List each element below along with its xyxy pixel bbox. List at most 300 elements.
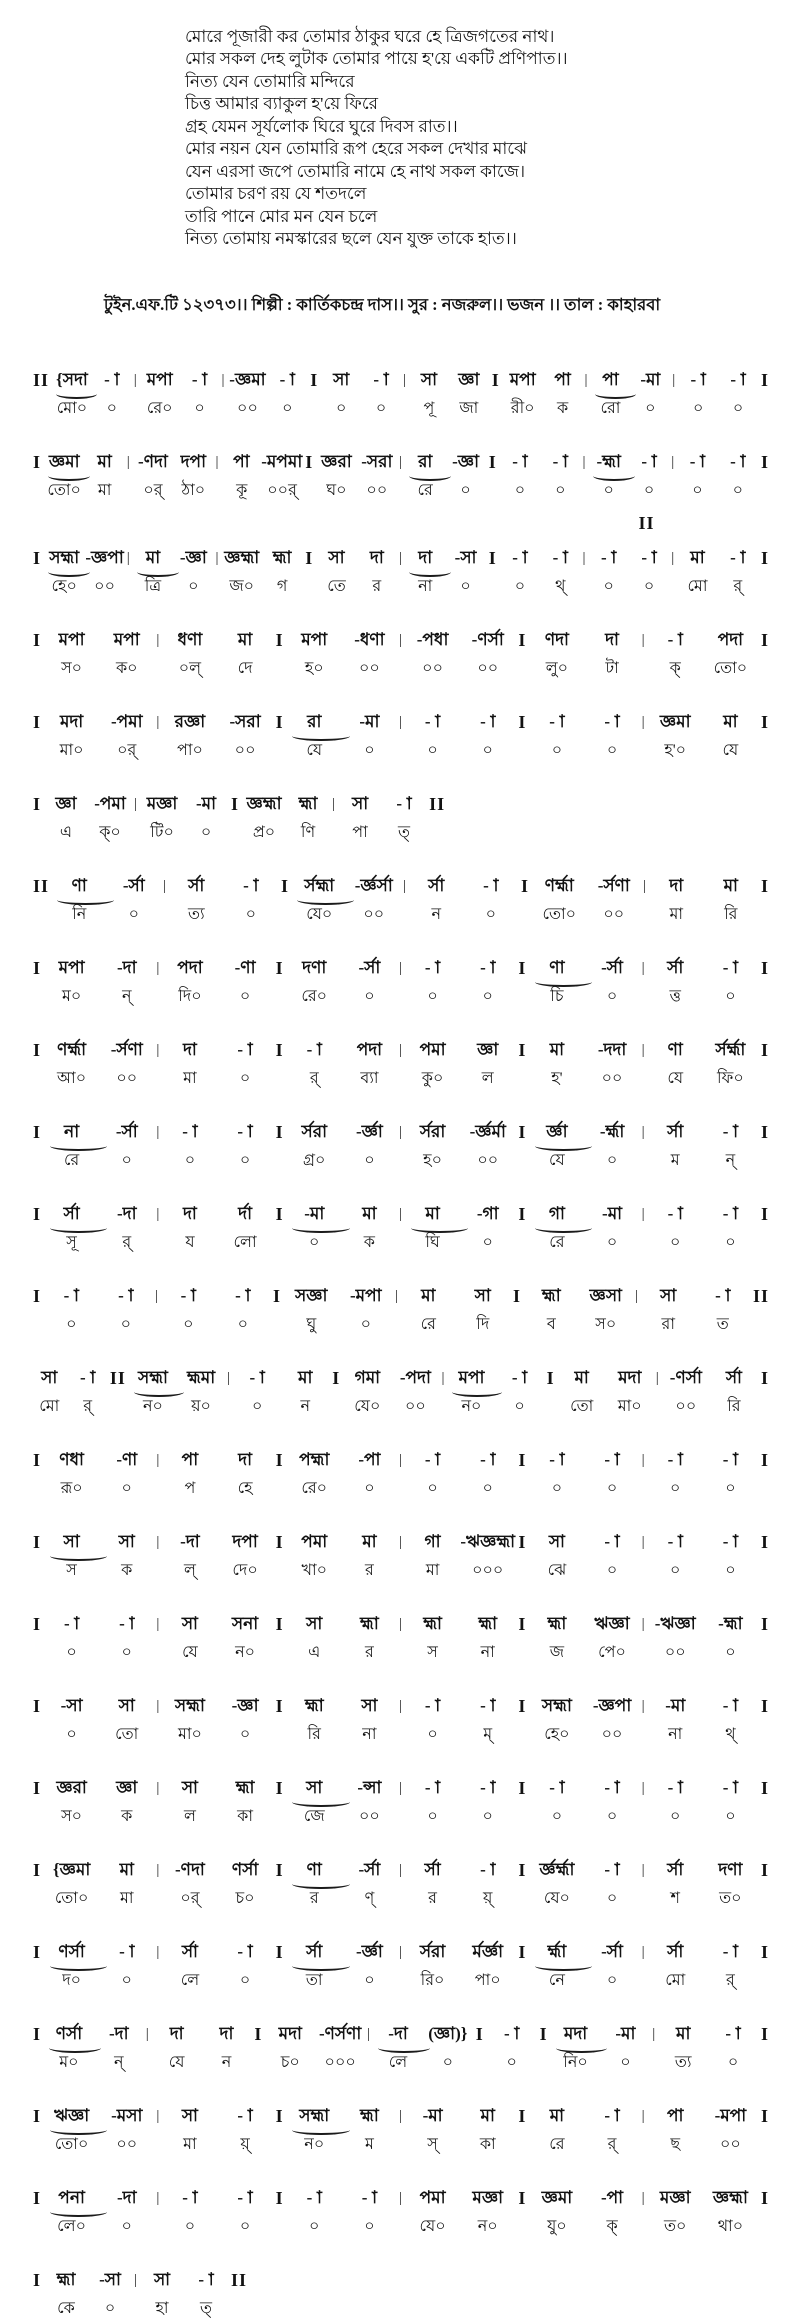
lyric-token: ০ <box>645 400 656 418</box>
note-cell <box>648 629 758 679</box>
note-token: মা <box>676 2024 691 2044</box>
bar-line: | <box>652 2026 657 2043</box>
note-token: - া <box>667 1204 683 1224</box>
note-token: -জ্ঞমা <box>229 370 266 390</box>
note-cell <box>662 1367 758 1417</box>
bar-line: I <box>760 1368 769 1389</box>
note-cell <box>44 1613 154 1663</box>
lyric-token: থ্ <box>555 578 566 596</box>
lyric-token: ন০ <box>477 2218 498 2236</box>
bar-line: I <box>275 2188 284 2209</box>
note-cell <box>140 2269 228 2319</box>
lyric-row <box>44 2053 144 2073</box>
note-token: - া <box>511 1368 528 1388</box>
lyric-token: র <box>309 1890 319 1908</box>
note-cell <box>44 711 154 761</box>
lyric-row <box>405 1971 515 1991</box>
note-cell <box>265 2023 365 2073</box>
note-row <box>30 1367 107 1389</box>
slur-arc <box>409 471 451 481</box>
lyric-token: ০ <box>251 1398 263 1416</box>
lyric-row <box>529 659 639 679</box>
bar-line: | <box>398 1534 403 1551</box>
lyric-token: র <box>365 1644 374 1662</box>
note-row <box>409 369 489 391</box>
lyric-row <box>287 2217 397 2237</box>
lyric-row <box>161 1315 270 1335</box>
bar-line: | <box>156 1534 161 1551</box>
lyric-token: ০ <box>693 400 704 418</box>
note-token: ণা <box>71 876 87 896</box>
lyric-token: ০ <box>120 1316 131 1334</box>
lyric-token: ০ <box>442 2054 454 2072</box>
note-row <box>662 1367 758 1389</box>
lyric-token: টি০ <box>150 824 174 842</box>
note-cell <box>52 369 132 419</box>
note-token: র্সা <box>63 1204 80 1224</box>
lyric-token: ০০ <box>719 2136 741 2154</box>
lyric-row <box>405 481 486 501</box>
notation-line <box>30 2269 772 2319</box>
lyric-token: জা <box>459 400 479 418</box>
lyric-row <box>405 1479 515 1499</box>
note-token: গা <box>548 1204 565 1224</box>
note-token: র্সা <box>725 1368 742 1388</box>
notation-line <box>30 369 772 419</box>
note-row <box>133 451 214 473</box>
note-row <box>589 547 670 569</box>
lyric-token: ০ <box>514 578 526 596</box>
note-token: র্দা <box>238 1204 253 1224</box>
note-cell <box>44 2105 154 2155</box>
lyric-row <box>287 1643 397 1663</box>
note-token: - া <box>667 1778 683 1798</box>
note-token: - া <box>604 1778 620 1798</box>
note-row <box>316 451 397 473</box>
lyric-row <box>405 2135 515 2155</box>
note-token: - া <box>237 1942 253 1962</box>
lyric-row <box>648 1479 758 1499</box>
lyric-token: ন্ <box>114 2054 124 2072</box>
lyric-row <box>405 987 515 1007</box>
bar-line: I <box>33 1122 42 1143</box>
lyric-row <box>648 1807 758 1827</box>
note-token: র্সরা <box>301 1122 327 1142</box>
note-token: না <box>64 1122 80 1142</box>
note-token: -র্সা <box>358 958 381 978</box>
note-token: - া <box>549 1778 565 1798</box>
note-cell <box>44 547 125 597</box>
lyric-token: ০০ <box>477 1152 499 1170</box>
note-token: দা <box>238 1450 253 1470</box>
bar-line: | <box>156 960 161 977</box>
lyric-row <box>162 1561 272 1581</box>
lyric-token: রো <box>600 400 621 418</box>
note-cell <box>405 1777 515 1827</box>
note-cell <box>589 451 670 501</box>
lyric-row <box>677 577 758 597</box>
note-cell <box>338 793 426 843</box>
lyric-token: তো০ <box>47 482 81 500</box>
lyric-row <box>405 1069 515 1089</box>
lyric-row <box>162 659 272 679</box>
note-token: - া <box>604 1532 620 1552</box>
note-token: - া <box>730 452 746 472</box>
note-token: - া <box>424 1778 441 1798</box>
note-cell <box>405 1695 515 1745</box>
lyric-token: হে০ <box>544 1726 570 1744</box>
note-token: - া <box>198 2270 214 2290</box>
note-token: সা <box>306 1614 323 1634</box>
note-token: -সা <box>454 548 477 568</box>
note-token: মপা <box>113 630 140 650</box>
lyric-row <box>44 659 154 679</box>
note-cell <box>287 1859 397 1909</box>
lyric-row <box>529 1643 639 1663</box>
lyric-token: ত্ত <box>669 988 681 1006</box>
note-token: সা <box>118 1696 135 1716</box>
note-token: র্সা <box>667 958 684 978</box>
lyric-token: না <box>668 1726 683 1744</box>
lyric-row <box>529 1561 639 1581</box>
note-cell <box>287 1449 397 1499</box>
bar-line: | <box>584 372 589 389</box>
bar-line: | <box>399 454 404 471</box>
note-cell <box>287 1531 397 1581</box>
bar-line: | <box>156 1698 161 1715</box>
lyric-row <box>409 399 489 419</box>
note-token: মা <box>298 1368 313 1388</box>
note-row <box>529 1777 639 1799</box>
note-row <box>500 451 581 473</box>
bar-line: | <box>155 1288 160 1305</box>
note-token: - া <box>730 548 746 568</box>
bar-line: | <box>156 1862 161 1879</box>
note-token: -ণা <box>116 1450 138 1470</box>
note-token: - া <box>715 1286 731 1306</box>
lyric-token: না <box>362 1726 377 1744</box>
note-cell <box>162 2105 272 2155</box>
note-row <box>648 1121 758 1143</box>
note-token: - া <box>396 794 412 814</box>
lyric-token: মা <box>97 482 112 500</box>
note-token: - া <box>235 1286 251 1306</box>
bar-line: | <box>398 632 403 649</box>
bar-line: | <box>156 1944 161 1961</box>
note-token: সা <box>118 1532 135 1552</box>
note-row <box>405 2105 515 2127</box>
lyric-token: মা০ <box>177 1726 202 1744</box>
note-token: পমা <box>301 1532 328 1552</box>
note-row <box>648 2187 758 2209</box>
lyric-row <box>524 1315 633 1335</box>
notation-line <box>30 793 772 843</box>
lyric-row <box>287 1889 397 1909</box>
notation-line <box>30 451 772 501</box>
note-row <box>648 1613 758 1635</box>
lyric-token: তো <box>570 1398 594 1416</box>
note-token: সা <box>474 1286 491 1306</box>
lyric-row <box>648 659 758 679</box>
note-cell <box>44 1859 154 1909</box>
note-row <box>648 1777 758 1799</box>
lyric-row <box>133 577 214 597</box>
lyric-token: পা <box>352 824 368 842</box>
note-token: মপা <box>58 958 85 978</box>
lyric-token: ০ <box>482 1234 493 1252</box>
note-token: র্সর্হ্মা <box>715 1040 746 1060</box>
note-cell <box>44 629 154 679</box>
lyric-row <box>591 399 671 419</box>
lyric-row <box>162 741 272 761</box>
note-cell <box>287 629 397 679</box>
note-row <box>292 875 401 897</box>
lyric-token: ০ <box>551 1480 563 1498</box>
lyric-token: ০র্ <box>143 482 163 500</box>
note-token: ণর্হ্মা <box>544 876 574 896</box>
slur-arc <box>595 389 636 399</box>
note-token: জ্ঞসা <box>589 1286 622 1306</box>
bar-line: I <box>760 2024 769 2045</box>
bar-line: | <box>403 878 408 895</box>
lyric-token: স <box>427 1644 438 1662</box>
lyric-token: যে <box>168 2054 185 2072</box>
bar-line: | <box>156 1124 161 1141</box>
note-token: হ্মা <box>360 1614 379 1634</box>
note-token: পদা <box>717 630 744 650</box>
lyric-token: ০০ <box>477 660 499 678</box>
note-cell <box>405 547 486 597</box>
note-token: {জ্ঞমা <box>52 1860 91 1880</box>
note-cell <box>162 711 272 761</box>
note-token: র্মর্জ্ঞা <box>472 1942 504 1962</box>
note-token: দপা <box>232 1532 258 1552</box>
note-token: -র্জ্ঞা <box>355 1122 383 1142</box>
note-token: দা <box>418 548 433 568</box>
note-row <box>169 875 278 897</box>
note-row <box>649 875 758 897</box>
note-token: মা <box>145 548 161 568</box>
bar-line: | <box>332 796 337 813</box>
note-cell <box>405 1531 515 1581</box>
note-token: মপা <box>146 370 173 390</box>
lyric-row <box>162 1233 272 1253</box>
note-row <box>52 369 132 391</box>
lyric-token: ০ <box>183 1316 194 1334</box>
note-token: র্সা <box>181 1942 198 1962</box>
lyric-row <box>44 2299 132 2319</box>
note-token: - া <box>182 1122 198 1142</box>
bar-line: | <box>134 796 139 813</box>
note-row <box>529 1941 639 1963</box>
lyric-token: টা <box>605 660 619 678</box>
note-row <box>284 1285 393 1307</box>
bar-line: I <box>760 1614 769 1635</box>
lyric-token: ০০ <box>422 660 443 678</box>
lyric-row <box>447 1397 543 1417</box>
bar-line: II <box>231 2270 248 2291</box>
note-token: - া <box>424 712 441 732</box>
note-row <box>140 369 220 391</box>
note-cell <box>447 1367 543 1417</box>
note-token: র্জ্ঞা <box>546 1122 568 1142</box>
lyric-token: রি০ <box>420 1972 445 1990</box>
lyric-token: দে০ <box>232 1562 258 1580</box>
note-row <box>228 369 308 391</box>
note-row <box>405 1777 515 1799</box>
lyric-row <box>44 2217 154 2237</box>
lyric-row <box>532 905 641 925</box>
lyric-token: ০ <box>66 1316 77 1334</box>
lyric-row <box>529 2217 639 2237</box>
bar-line: | <box>403 372 408 389</box>
note-token: ণর্সা <box>55 2024 83 2044</box>
lyric-row <box>287 1479 397 1499</box>
lyric-token: ০ <box>555 482 566 500</box>
lyric-row <box>405 1643 515 1663</box>
note-cell <box>287 1039 397 1089</box>
note-cell <box>373 2023 473 2073</box>
note-token: ণদা <box>544 630 569 650</box>
note-token: -ণা <box>234 958 256 978</box>
note-token: - া <box>549 1450 565 1470</box>
note-token: জ্ঞা <box>55 794 77 814</box>
lyric-token: মা <box>425 1562 440 1580</box>
lyric-token: রূ০ <box>60 1480 83 1498</box>
note-row <box>677 547 758 569</box>
lyric-row <box>44 577 125 597</box>
lyric-token: রি <box>727 1398 741 1416</box>
slur-arc <box>535 1223 592 1233</box>
bar-line: I <box>475 2024 484 2045</box>
lyric-token: রি <box>307 1726 321 1744</box>
lyric-token: রে০ <box>301 1480 328 1498</box>
note-token: - া <box>63 1614 80 1634</box>
note-token: - া <box>480 1450 496 1470</box>
note-token: - া <box>306 1040 322 1060</box>
bar-line: I <box>33 1860 42 1881</box>
note-token: দণা <box>302 958 327 978</box>
bar-line: I <box>275 630 284 651</box>
bar-line: | <box>641 1042 646 1059</box>
note-cell <box>162 1777 272 1827</box>
lyric-token: ব্যা <box>360 1070 379 1088</box>
lyric-token: ত্ <box>200 2300 213 2318</box>
note-cell <box>529 1203 639 1253</box>
lyric-token: ০ <box>237 1316 248 1334</box>
note-row <box>338 793 426 815</box>
note-token: পা <box>181 1450 199 1470</box>
note-token: ণর্সা <box>231 1860 259 1880</box>
note-cell <box>140 793 228 843</box>
note-row <box>405 2187 515 2209</box>
note-token: - া <box>361 2188 378 2208</box>
note-token: র্হ্মা <box>547 1942 567 1962</box>
bar-line: I <box>275 1614 284 1635</box>
lyric-row <box>500 577 581 597</box>
note-row <box>44 2023 144 2045</box>
lyric-token: য়্ <box>240 2136 250 2154</box>
notation-line <box>30 1449 772 1499</box>
lyric-row <box>648 1971 758 1991</box>
note-row <box>287 1531 397 1553</box>
lyric-row <box>222 577 303 597</box>
note-token: মপা <box>301 630 328 650</box>
note-row <box>648 1039 758 1061</box>
note-row <box>265 2023 365 2045</box>
bar-line: | <box>641 960 646 977</box>
lyric-token: র্ <box>83 1398 93 1416</box>
note-token: - া <box>424 958 441 978</box>
bar-line: I <box>33 712 42 733</box>
lyric-token: পা০ <box>176 742 203 760</box>
note-token: -র্জ্ঞর্মা <box>469 1122 506 1142</box>
note-token: জ্ঞা <box>477 1040 499 1060</box>
lyric-token: র <box>372 578 382 596</box>
bar-line: I <box>760 1532 769 1553</box>
lyric-token: ০ <box>239 1152 251 1170</box>
bar-line: | <box>641 1616 646 1633</box>
lyric-row <box>648 2135 758 2155</box>
note-token: - া <box>119 1614 135 1634</box>
note-token: মদা <box>59 712 84 732</box>
note-row <box>287 1449 397 1471</box>
bar-line: | <box>134 2272 139 2289</box>
lyric-row <box>162 2135 272 2155</box>
note-cell <box>44 1695 154 1745</box>
note-token: র্সা <box>667 1122 684 1142</box>
bar-line: | <box>163 878 168 895</box>
lyric-row <box>287 1971 397 1991</box>
note-token: পা <box>602 370 619 390</box>
note-cell <box>287 1777 397 1827</box>
note-token: -ন্সা <box>357 1778 382 1798</box>
bar-line: I <box>760 2106 769 2127</box>
bar-line: | <box>641 1944 646 1961</box>
lyric-token: যে০ <box>354 1398 381 1416</box>
lyric-token: ন <box>300 1398 310 1416</box>
bar-line: I <box>518 1696 527 1717</box>
note-token: - া <box>641 452 657 472</box>
bar-line: I <box>275 958 284 979</box>
bar-line: I <box>275 1204 284 1225</box>
lyric-row <box>648 1151 758 1171</box>
lyric-row <box>648 987 758 1007</box>
note-token: -র্জ্ঞর্সা <box>354 876 393 896</box>
lyric-token: জে <box>303 1808 325 1826</box>
note-cell <box>284 1285 393 1335</box>
lyric-token: ল্ <box>183 1562 196 1580</box>
notation-line <box>30 1613 772 1663</box>
notation-line <box>30 2023 772 2073</box>
note-row <box>162 1941 272 1963</box>
note-cell <box>44 957 154 1007</box>
note-row <box>161 1285 270 1307</box>
lyric-token: ০ <box>239 1726 251 1744</box>
bar-line: I <box>760 1204 769 1225</box>
bar-line: I <box>760 1778 769 1799</box>
note-cell <box>591 369 671 419</box>
note-cell <box>162 1531 272 1581</box>
lyric-token: ০ <box>66 1644 77 1662</box>
note-cell <box>44 1121 154 1171</box>
note-token: - া <box>722 1204 739 1224</box>
slur-arc <box>50 1961 107 1971</box>
lyric-token: ০ <box>606 1808 618 1826</box>
lyric-row <box>44 1069 154 1089</box>
lyric-token: ০র্ <box>117 742 137 760</box>
slur-arc <box>56 389 97 399</box>
